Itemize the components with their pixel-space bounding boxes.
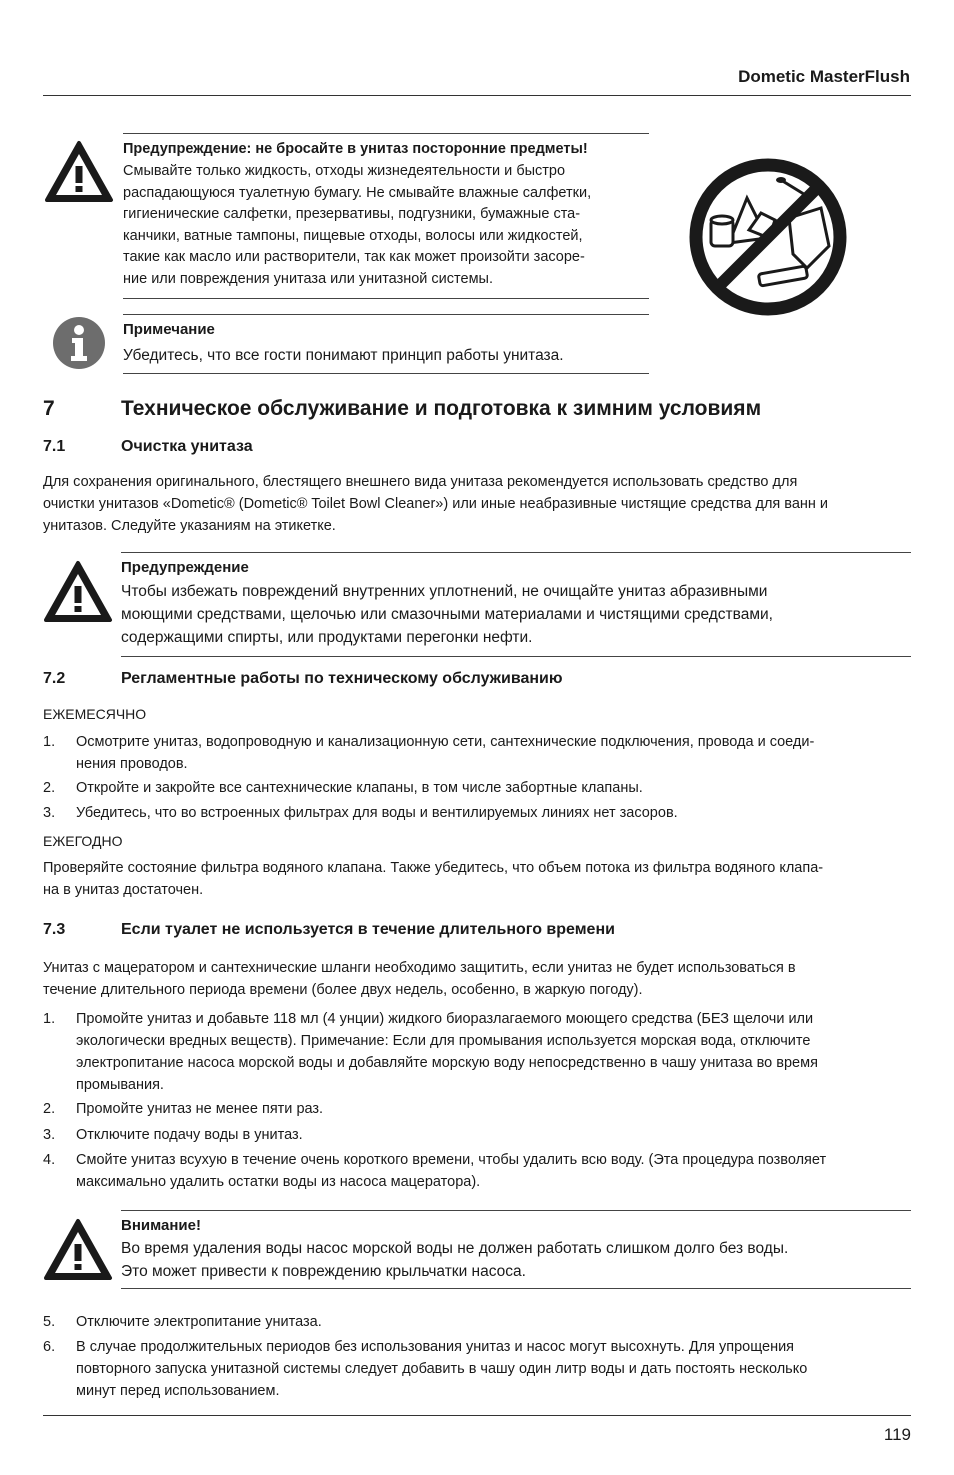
list-item-line: Осмотрите унитаз, водопроводную и канализационную сети, сантехнические подключения, провода и соеди- <box>76 734 815 750</box>
list-item-line: минут перед использованием. <box>76 1383 280 1399</box>
list-item-line: максимально удалить остатки воды из насоса мацератора). <box>76 1174 481 1190</box>
caution-rule-top <box>121 1210 911 1211</box>
warning-triangle-icon <box>43 1218 113 1282</box>
list-item-text: Убедитесь, что во встроенных фильтрах для воды и вентилируемых линиях нет засоров. <box>76 805 678 821</box>
list-item-number: 2. <box>43 780 56 796</box>
note-rule-bottom <box>123 373 649 374</box>
list-item-number: 2. <box>43 1101 56 1117</box>
yearly-text <box>43 857 823 901</box>
no-foreign-objects-icon <box>689 158 847 316</box>
list-item-line: промывания. <box>76 1077 164 1093</box>
warning-top-rule-bottom <box>123 298 649 299</box>
warning-triangle-icon <box>44 140 114 204</box>
list-item-text <box>76 1336 807 1402</box>
list-item-number: 1. <box>43 734 56 750</box>
warning2-title: Предупреждение <box>121 559 249 576</box>
warning2-rule-bottom <box>121 656 911 657</box>
monthly-heading: ЕЖЕМЕСЯЧНО <box>43 706 147 722</box>
note-rule-top <box>123 314 649 315</box>
warning-top-line: ние или повреждения унитаза или унитазной системы. <box>123 270 493 287</box>
list-item-line: экологически вредных веществ). Примечание: Если для промывания используется морская вода, отключите <box>76 1033 811 1049</box>
warning-top-line: Смывайте только жидкость, отходы жизнедеятельности и быстро <box>123 163 566 179</box>
warning-top-line: гигиенические салфетки, презервативы, подгузники, бумажные ста- <box>123 206 581 222</box>
paragraph-line: унитазов. Следуйте указаниям на этикетке. <box>43 518 336 534</box>
footer-rule <box>43 1415 911 1416</box>
caution-line: Это может привести к повреждению крыльчатки насоса. <box>121 1263 526 1280</box>
section-7-2-title: Регламентные работы по техническому обслуживанию <box>121 670 563 687</box>
paragraph-line: течение длительного периода времени (более двух недель, особенно, в жаркую погоду). <box>43 982 643 998</box>
info-icon <box>52 316 106 370</box>
list-item-line: нения проводов. <box>76 756 188 772</box>
section-7-title: Техническое обслуживание и подготовка к зимним условиям <box>121 397 762 420</box>
paragraph-line: очистки унитазов «Dometic® (Dometic® Toilet Bowl Cleaner») или иные неабразивные чистящие средства для ванн и <box>43 496 829 512</box>
header-brand: Dometic MasterFlush <box>738 67 910 86</box>
paragraph-line: Унитаз с мацератором и сантехнические шланги необходимо защитить, если унитаз не будет использоваться в <box>43 960 796 976</box>
warning-top-line: такие как масло или растворители, так как может произойти засоре- <box>123 249 585 265</box>
warning2-line: Чтобы избежать повреждений внутренних уплотнений, не очищайте унитаз абразивными <box>121 583 768 600</box>
list-item-number: 5. <box>43 1314 56 1330</box>
list-item-line: повторного запуска унитазной системы следует добавить в чашу один литр воды и дать постоять несколько <box>76 1361 808 1377</box>
section-7-3-number: 7.3 <box>43 921 66 938</box>
list-item-number: 3. <box>43 805 56 821</box>
warning-triangle-icon <box>43 560 113 624</box>
list-item-line: Промойте унитаз и добавьте 118 мл (4 унции) жидкого биоразлагаемого моющего средства (БЕЗ щелочи или <box>76 1011 814 1027</box>
section-7-3-intro <box>43 957 796 1001</box>
section-7-3-title: Если туалет не используется в течение длительного времени <box>121 921 615 938</box>
list-item-line: Смойте унитаз всухую в течение очень короткого времени, чтобы удалить всю воду. (Эта процедура позволяет <box>76 1152 827 1168</box>
section-7-number: 7 <box>43 397 55 420</box>
yearly-heading: ЕЖЕГОДНО <box>43 833 123 849</box>
caution-line: Во время удаления воды насос морской воды не должен работать слишком долго без воды. <box>121 1240 789 1257</box>
warning-top-body <box>123 161 591 290</box>
warning2-rule-top <box>121 552 911 553</box>
caution-body <box>121 1237 788 1283</box>
list-item-number: 6. <box>43 1339 56 1355</box>
warning-top-title: Предупреждение: не бросайте в унитаз посторонние предметы! <box>123 141 588 157</box>
paragraph-line: Для сохранения оригинального, блестящего внешнего вида унитаза рекомендуется использовать средство для <box>43 474 798 490</box>
list-item-line: электропитание насоса морской воды и добавляйте морскую воду непосредственно в чашу унитаза во время <box>76 1055 818 1071</box>
paragraph-line: Проверяйте состояние фильтра водяного клапана. Также убедитесь, что объем потока из фильтра водяного клапа- <box>43 860 824 876</box>
section-7-2-number: 7.2 <box>43 670 66 687</box>
list-item-number: 4. <box>43 1152 56 1168</box>
caution-title: Внимание! <box>121 1217 201 1234</box>
list-item-text <box>76 731 814 775</box>
list-item-text: Отключите подачу воды в унитаз. <box>76 1127 303 1143</box>
warning2-line: моющими средствами, щелочью или смазочными материалами и чистящими средствами, <box>121 606 773 623</box>
note-title: Примечание <box>123 321 215 338</box>
warning-top-line: распадающуюся туалетную бумагу. Не смывайте влажные салфетки, <box>123 184 592 201</box>
list-item-number: 3. <box>43 1127 56 1143</box>
caution-rule-bottom <box>121 1288 911 1289</box>
warning-top-line: канчики, ватные тампоны, пищевые отходы, волосы или жидкостей, <box>123 227 583 244</box>
list-item-text <box>76 1149 826 1193</box>
section-7-1-title: Очистка унитаза <box>121 438 253 455</box>
list-item-text: Отключите электропитание унитаза. <box>76 1314 322 1330</box>
header-rule <box>43 95 911 96</box>
list-item-text: Откройте и закройте все сантехнические клапаны, в том числе забортные клапаны. <box>76 780 643 796</box>
warning-top-rule-top <box>123 133 649 134</box>
list-item-text <box>76 1008 818 1096</box>
list-item-number: 1. <box>43 1011 56 1027</box>
note-text: Убедитесь, что все гости понимают принцип работы унитаза. <box>123 347 564 364</box>
section-7-1-number: 7.1 <box>43 438 66 455</box>
page-number: 119 <box>883 1425 911 1444</box>
warning2-line: содержащими спирты, или продуктами перегонки нефти. <box>121 629 533 646</box>
paragraph-line: на в унитаз достаточен. <box>43 882 204 898</box>
section-7-1-text <box>43 471 828 537</box>
list-item-line: В случае продолжительных периодов без использования унитаз и насос могут высохнуть. Для упрощения <box>76 1339 795 1355</box>
warning2-body <box>121 580 773 649</box>
list-item-text: Промойте унитаз не менее пяти раз. <box>76 1101 324 1117</box>
